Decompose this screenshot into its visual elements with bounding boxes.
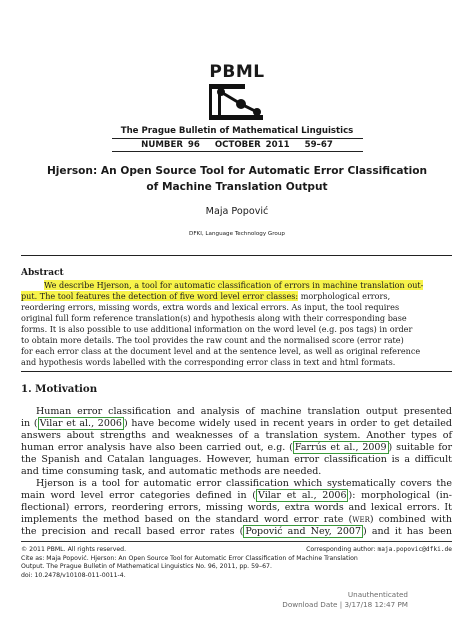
abstract-line: and hypothesis words labelled with the corresponding error class in text and html formats. [21, 357, 396, 367]
abstract-line: reordering errors, missing words, extra words and lexical errors. As input, the tool requires [21, 302, 400, 312]
highlighted-text: We describe Hjerson, a tool for automatic classification of errors in machine translation out- [44, 280, 424, 290]
paragraph-line: main word level error categories defined in ( Vilar et al., 2006 ): morphological (in- [21, 490, 452, 501]
citation-link[interactable]: Farrús et al., 2009 [294, 442, 387, 453]
abstract-rule-top [21, 255, 452, 256]
paragraph-line: answers about strengths and weaknesses of a translation system. Another types of [21, 430, 452, 441]
issue-pages: 59–67 [304, 140, 333, 150]
paper-title-line: of Machine Translation Output [146, 181, 328, 193]
paragraph-line: the Spanish and Catalan languages. However, human error classification is a difficult [21, 454, 452, 465]
download-watermark [282, 590, 408, 610]
paragraph-line: and time consuming task, and automatic methods are needed. [21, 466, 322, 477]
watermark-line: Unauthenticated [347, 590, 408, 599]
author-affiliation: DFKI, Language Technology Group [189, 231, 285, 237]
abstract-rule-bottom [21, 371, 452, 372]
paragraph-line: Hjerson is a tool for automatic error classification which systematically covers the [36, 478, 452, 489]
email-link[interactable]: maja.popovic@dfki.de [377, 546, 452, 553]
corresponding-author: Corresponding author: maja.popovic@dfki.de [306, 546, 452, 553]
journal-name: The Prague Bulletin of Mathematical Linguistics [120, 126, 354, 136]
abstract-line: put. The tool features the detection of five word level error classes: morphological errors, [21, 291, 391, 301]
footnote-rule [21, 541, 452, 542]
cite-as-line: Cite as: Maja Popović. Hjerson: An Open Source Tool for Automatic Error Classification of Machine Translation [21, 555, 358, 562]
paragraph-line: implements the method based on the standard word error rate (wer) combined with [21, 514, 452, 525]
paragraph-line: flectional) errors, reordering errors, missing words, extra words and lexical errors. It [21, 502, 452, 513]
abstract-line: forms. It is also possible to use additional information on the word level (e.g. pos tags) in order [21, 324, 413, 334]
issue-number: NUMBER 96 [141, 140, 200, 150]
journal-logo-icon [207, 82, 265, 122]
paragraph-line: Human error classification and analysis of machine translation output presented [36, 406, 452, 417]
acronym: wer [352, 514, 370, 525]
header-rule-top [112, 138, 363, 139]
author-name: Maja Popović [205, 206, 269, 217]
copyright: © 2011 PBML. All rights reserved. [21, 546, 127, 553]
header-rule-bottom [112, 151, 363, 152]
citation-link[interactable]: Vilar et al., 2006 [39, 418, 122, 429]
abstract-line: original full form reference translation(s) and hypothesis along with their corresponding base [21, 313, 407, 323]
abstract-line: to obtain more details. The tool provides the raw count and the normalised score (error rate) [21, 335, 404, 345]
footer-copyright-line [21, 546, 452, 554]
highlighted-text: put. The tool features the detection of five word level error classes: [21, 291, 299, 301]
doi-line: doi: 10.2478/v10108-011-0011-4. [21, 572, 126, 579]
paper-title-line: Hjerson: An Open Source Tool for Automatic Error Classification [46, 165, 428, 177]
paragraph-line: the precision and recall based error rates ( Popović and Ney, 2007 ) and it has been [21, 526, 452, 537]
abstract-heading: Abstract [21, 268, 64, 278]
cite-as-line: Output. The Prague Bulletin of Mathematical Linguistics No. 96, 2011, pp. 59–67. [21, 563, 272, 570]
section-heading: 1. Motivation [21, 383, 98, 395]
paragraph-line: human error analysis have also been carried out, e.g. ( Farrús et al., 2009 ) suitable for [21, 442, 453, 453]
issue-date: OCTOBER 2011 [214, 140, 290, 150]
paper-title [40, 163, 434, 195]
watermark-line: Download Date | 3/17/18 12:47 PM [282, 600, 408, 609]
abstract-line [44, 280, 452, 291]
journal-logo-text: PBML [209, 62, 265, 82]
citation-link[interactable]: Vilar et al., 2006 [258, 490, 347, 501]
paragraph-line: in ( Vilar et al., 2006 ) have become widely used in recent years in order to get detailed [21, 418, 452, 429]
issue-info [0, 140, 474, 150]
citation-link[interactable]: Popović and Ney, 2007 [245, 526, 362, 537]
abstract-line: for each error class at the document level and at the sentence level, as well as original reference [21, 346, 421, 356]
